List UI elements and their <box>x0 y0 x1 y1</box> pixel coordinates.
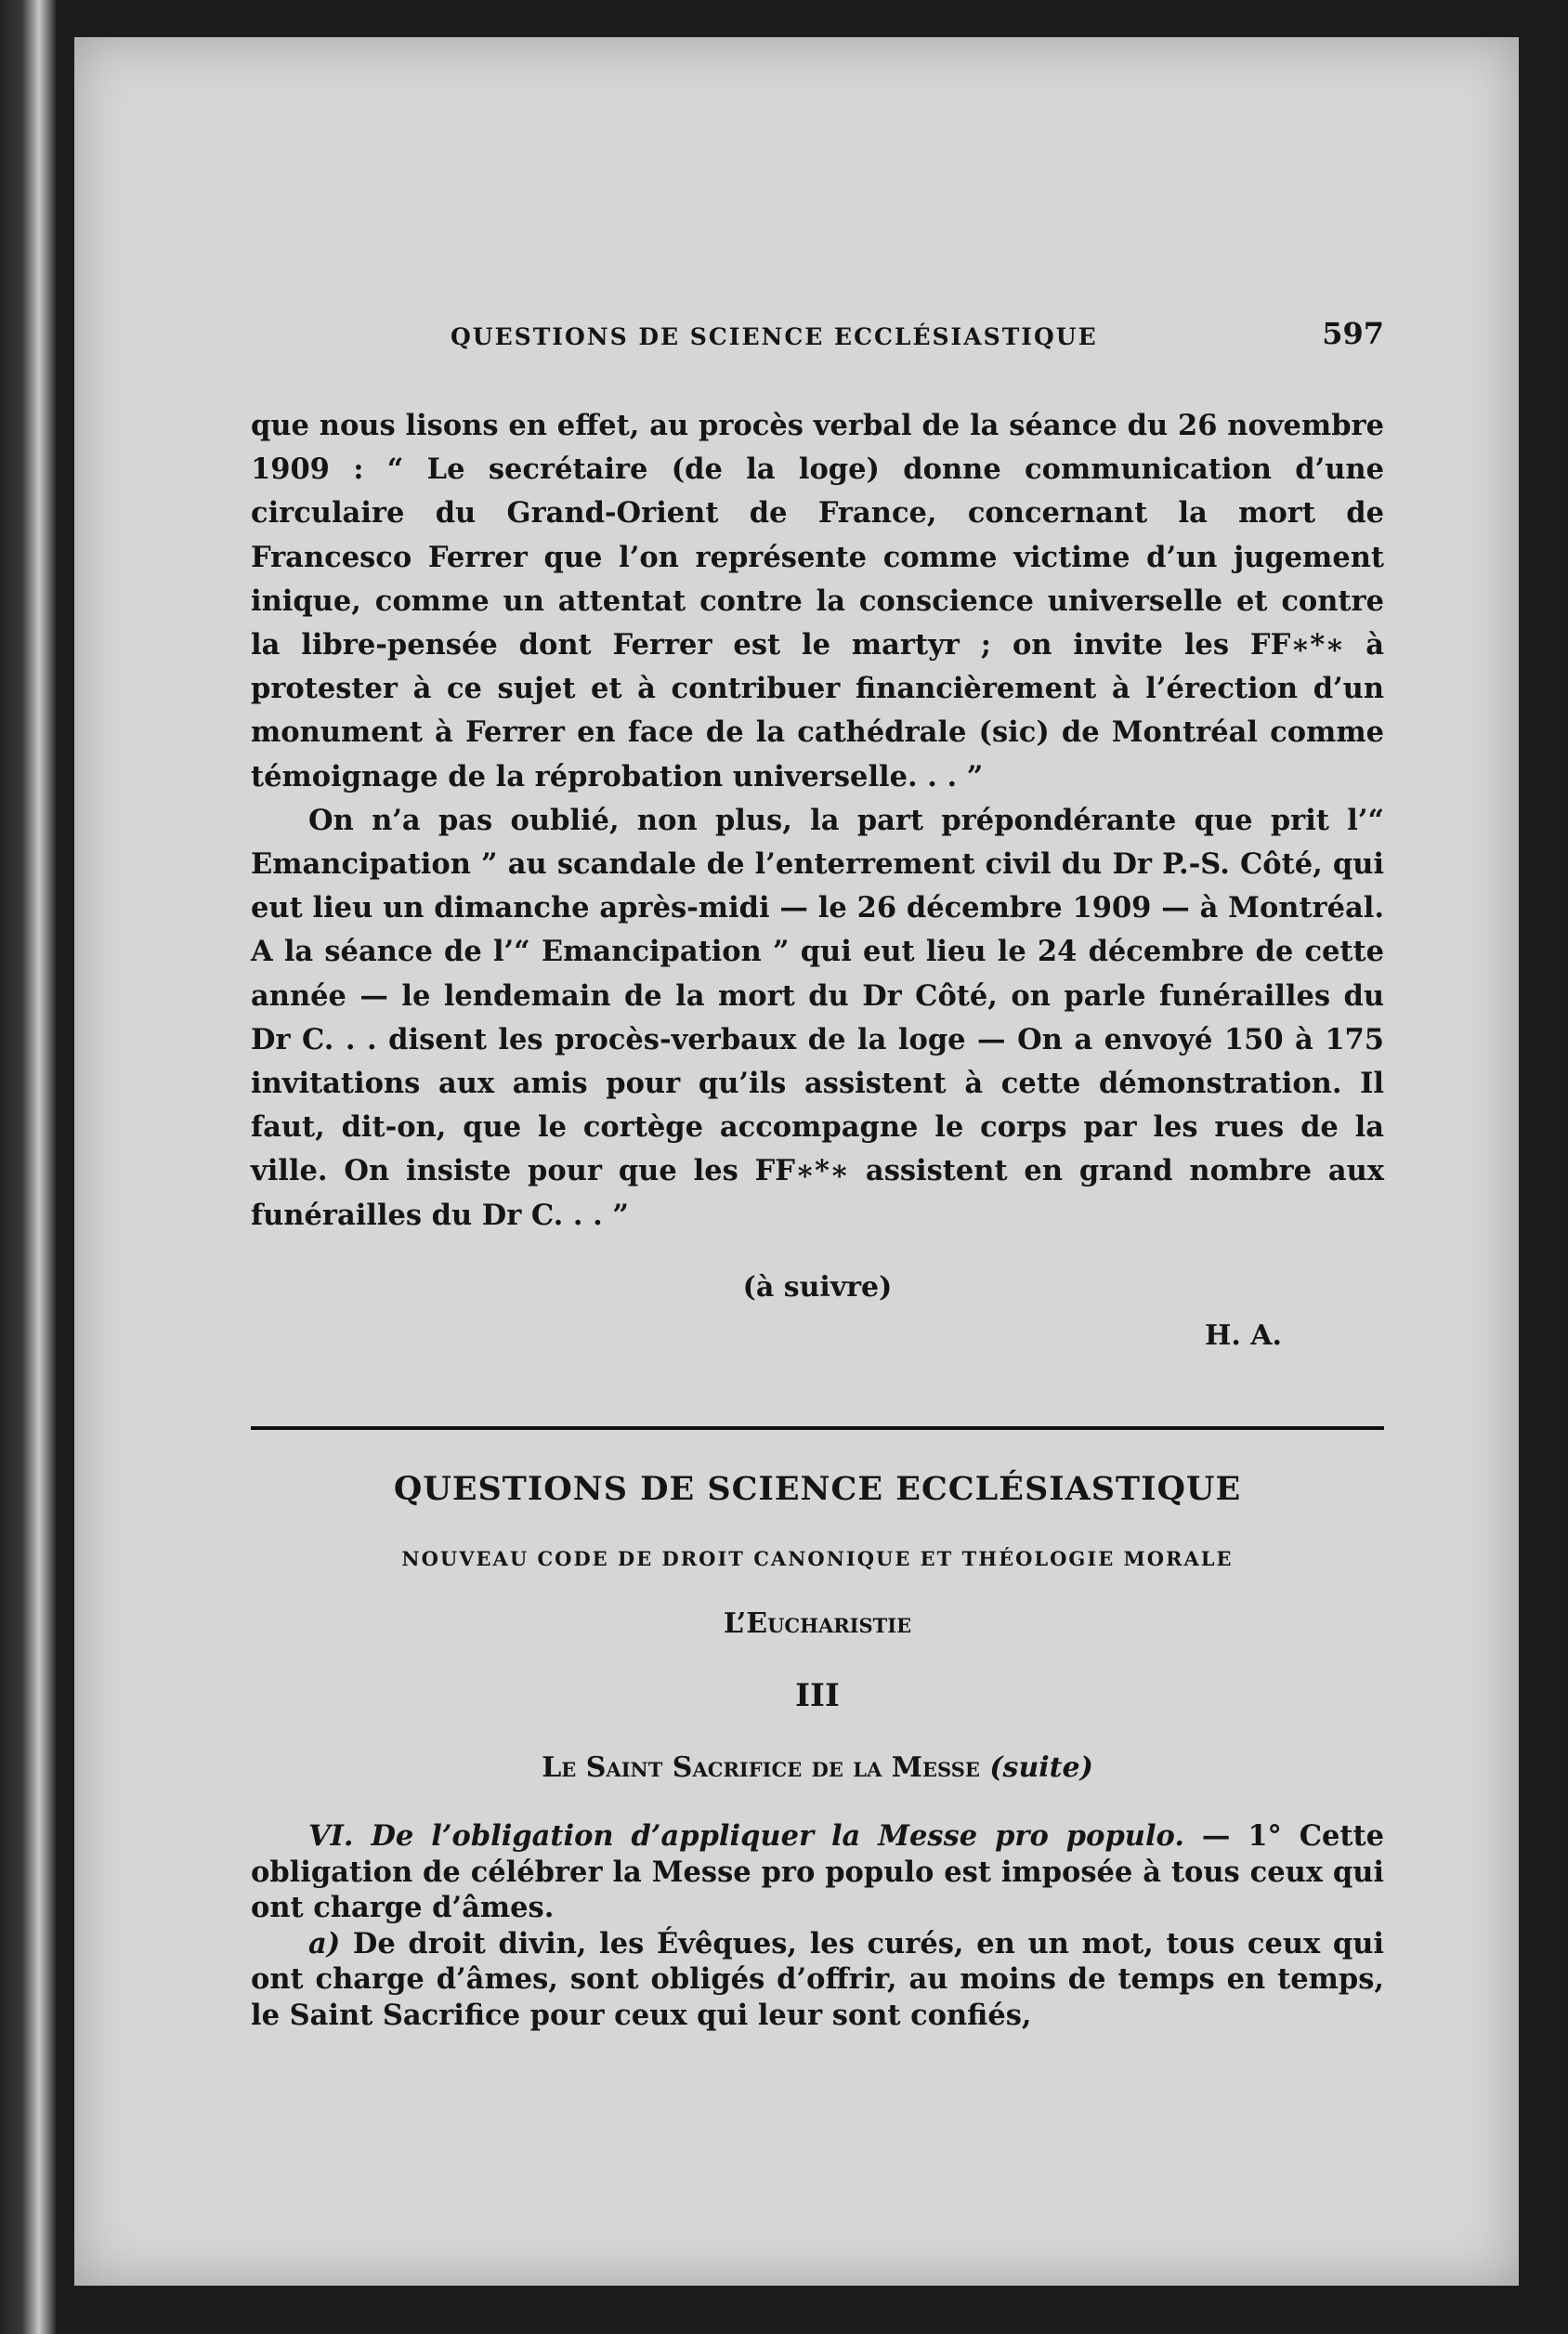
paragraph-text: — 1° Cette obligation de célébrer la Messe pro populo est imposée à tous ceux qui ont charge d’âmes. <box>251 1819 1384 1924</box>
paragraph <box>251 1818 1384 1926</box>
paragraph-text: De droit divin, les Évêques, les curés, en un mot, tous ceux qui ont charge d’âmes, sont obligés d’offrir, au moins de temps en temps, le Saint Sacrifice pour ceux qui leur sont confiés, <box>251 1926 1384 2032</box>
subsection-heading <box>251 1751 1384 1784</box>
subsection-suffix: (suite) <box>989 1751 1093 1784</box>
page-number: 597 <box>1322 316 1384 351</box>
book-page <box>74 37 1519 2286</box>
topic-heading: L’Eucharistie <box>723 1607 912 1640</box>
author-signature: H. A. <box>1205 1319 1282 1352</box>
running-title: QUESTIONS DE SCIENCE ECCLÉSIASTIQUE <box>451 323 1098 350</box>
paragraph-lead: VI. De l’obligation d’appliquer la Messe pro populo. <box>308 1819 1184 1853</box>
section-title: QUESTIONS DE SCIENCE ECCLÉSIASTIQUE <box>393 1470 1242 1508</box>
article-end-text <box>251 404 1384 1238</box>
subsection-title: Le Saint Sacrifice de la Messe <box>542 1751 980 1784</box>
paragraph <box>251 1926 1384 2034</box>
to-be-continued: (à suivre) <box>742 1271 893 1304</box>
running-head <box>251 316 1384 362</box>
section-subtitle: NOUVEAU CODE DE DROIT CANONIQUE ET THÉOLOGIE MORALE <box>401 1547 1234 1570</box>
section-body-text <box>251 1818 1384 2033</box>
paragraph: On n’a pas oublié, non plus, la part prépondérante que prit l’“ Emancipation ” au scandale de l’enterrement civil du Dr P.-S. Côté, qui eut lieu un dimanche après-midi — le 26 décembre 1909 — à Montréal. A la séance de l’“ Emancipation ” qui eut lieu le 24 décembre de cette année — le lendemain de la mort du Dr Côté, on parle funérailles du Dr C. . . disent les procès-verbaux de la loge — On a envoyé 150 à 175 invitations aux amis pour qu’ils assistent à cette démonstration. Il faut, dit-on, que le cortège accompagne le corps par les rues de la ville. On insiste pour que les FF∗*∗ assistent en grand nombre aux funérailles du Dr C. . . ” <box>251 803 1384 1232</box>
adjacent-page-edge <box>0 0 56 2334</box>
part-number: III <box>795 1677 840 1714</box>
paragraph: que nous lisons en effet, au procès verbal de la séance du 26 novembre 1909 : “ Le secrétaire (de la loge) donne communication d’une circulaire du Grand-Orient de France, concernant la mort de Francesco Ferrer que l’on représente comme victime d’un jugement inique, comme un attentat contre la conscience universelle et contre la libre-pensée dont Ferrer est le martyr ; on invite les FF∗*∗ à protester à ce sujet et à contribuer financièrement à l’érection d’un monument à Ferrer en face de la cathédrale (sic) de Montréal comme témoignage de la réprobation universelle. . . ” <box>251 409 1384 793</box>
section-divider <box>251 1426 1384 1430</box>
paragraph-label: a) <box>308 1926 341 1960</box>
